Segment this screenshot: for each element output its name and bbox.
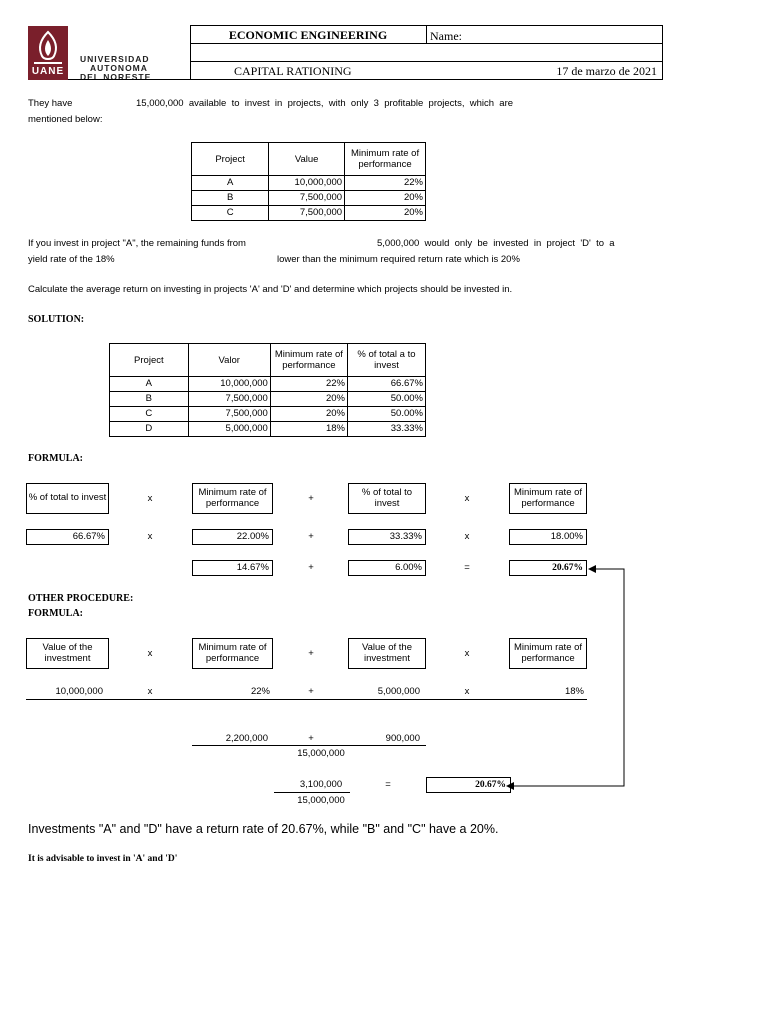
value-cell: 33.33% (348, 529, 426, 545)
table-cell: D (110, 422, 189, 437)
intro-line-1a: They have (28, 98, 73, 109)
table-cell: 50.00% (347, 407, 425, 422)
intro-line-1b: 15,000,000 available to invest in projects, with only 3 profitable projects, which are (136, 98, 514, 109)
value-text: 10,000,000 (55, 686, 103, 697)
table-cell: 7,500,000 (269, 206, 345, 221)
denominator-2: 15,000,000 (297, 795, 345, 806)
value-cell: 66.67% (26, 529, 109, 545)
name-label: Name: (430, 29, 462, 43)
formula2-header-1: Value of the investment (26, 638, 109, 669)
plus-sign: + (308, 648, 314, 659)
formula-header-4: Minimum rate of performance (509, 483, 587, 514)
result-cell: 20.67% (509, 560, 587, 576)
times-sign: x (464, 493, 470, 504)
conclusion-text: Investments "A" and "D" have a return rate of 20.67%, while "B" and "C" have a 20%. (28, 822, 499, 836)
formula-label-2: FORMULA: (28, 608, 83, 619)
table-cell: B (110, 392, 189, 407)
table-cell: 66.67% (347, 377, 425, 392)
times-sign: x (464, 531, 470, 542)
col-header: Minimum rate of performance (270, 344, 347, 377)
product-cell: 6.00% (348, 560, 426, 576)
equals-sign: = (464, 562, 470, 573)
other-procedure-label: OTHER PROCEDURE: (28, 593, 134, 604)
col-header: Valor (188, 344, 270, 377)
plus-sign: + (308, 686, 314, 697)
row-divider (26, 699, 587, 700)
numerator-3: 3,100,000 (299, 779, 343, 790)
times-sign: x (147, 648, 153, 659)
value-cell: 18.00% (509, 529, 587, 545)
col-header: Project (192, 143, 269, 176)
table-cell: 7,500,000 (188, 407, 270, 422)
table-cell: 20% (345, 191, 426, 206)
value-cell: 22.00% (192, 529, 273, 545)
value-text: 22% (250, 686, 270, 697)
times-sign: x (464, 686, 470, 697)
advice-text: It is advisable to invest in 'A' and 'D' (28, 854, 178, 864)
university-line-2: AUTONOMA (90, 63, 148, 73)
para2-line-2b: lower than the minimum required return rate which is 20% (277, 254, 520, 265)
times-sign: x (147, 493, 153, 504)
para2-line-1a: If you invest in project "A", the remaining funds from (28, 238, 246, 249)
table-cell: 10,000,000 (188, 377, 270, 392)
table-cell: A (110, 377, 189, 392)
formula-header-2: Minimum rate of performance (192, 483, 273, 514)
table-cell: 7,500,000 (269, 191, 345, 206)
para3: Calculate the average return on investing in projects 'A' and 'D' and determine which projects should be invested in. (28, 284, 513, 295)
table-cell: A (192, 176, 269, 191)
table-cell: C (192, 206, 269, 221)
times-sign: x (147, 686, 153, 697)
table-cell: 22% (345, 176, 426, 191)
value-text: 18% (564, 686, 584, 697)
formula2-header-2: Minimum rate of performance (192, 638, 273, 669)
times-sign: x (147, 531, 153, 542)
product-cell: 14.67% (192, 560, 273, 576)
formula-header-3: % of total to invest (348, 483, 426, 514)
fraction-line-1 (192, 745, 426, 746)
university-line-3: DEL NORESTE (80, 72, 152, 82)
col-header: % of total a to invest (347, 344, 425, 377)
result-cell-2: 20.67% (426, 777, 511, 793)
table-cell: 22% (270, 377, 347, 392)
formula-label: FORMULA: (28, 453, 83, 464)
numerator-1: 2,200,000 (225, 733, 268, 744)
numerator-2: 900,000 (385, 733, 420, 744)
plus-sign: + (308, 531, 314, 542)
course-title: ECONOMIC ENGINEERING (228, 28, 388, 42)
value-text: 5,000,000 (377, 686, 420, 697)
university-line-1: UNIVERSIDAD (80, 54, 150, 64)
table-cell: B (192, 191, 269, 206)
table-cell: 7,500,000 (188, 392, 270, 407)
table-cell: C (110, 407, 189, 422)
fraction-line-2 (274, 792, 350, 793)
table-cell: 50.00% (347, 392, 425, 407)
table-cell: 18% (270, 422, 347, 437)
topic-title: CAPITAL RATIONING (234, 64, 352, 78)
formula2-header-3: Value of the investment (348, 638, 426, 669)
table-cell: 20% (345, 206, 426, 221)
times-sign: x (464, 648, 470, 659)
table-cell: 5,000,000 (188, 422, 270, 437)
header-date: 17 de marzo de 2021 (556, 64, 657, 78)
plus-sign: + (308, 562, 314, 573)
plus-sign: + (308, 733, 314, 744)
col-header: Value (269, 143, 345, 176)
logo-text: UANE (31, 66, 65, 77)
para2-line-1b: 5,000,000 would only be invested in project 'D' to a (377, 238, 615, 249)
col-header: Minimum rate of performance (345, 143, 426, 176)
formula-header-1: % of total to invest (26, 483, 109, 514)
col-header: Project (110, 344, 189, 377)
denominator-1: 15,000,000 (297, 748, 345, 759)
table-cell: 20% (270, 407, 347, 422)
equals-sign: = (385, 779, 391, 790)
table-cell: 10,000,000 (269, 176, 345, 191)
table-cell: 20% (270, 392, 347, 407)
plus-sign: + (308, 493, 314, 504)
intro-line-2: mentioned below: (28, 114, 103, 125)
formula2-header-4: Minimum rate of performance (509, 638, 587, 669)
solution-label: SOLUTION: (28, 314, 85, 325)
table-cell: 33.33% (347, 422, 425, 437)
para2-line-2a: yield rate of the 18% (28, 254, 115, 265)
